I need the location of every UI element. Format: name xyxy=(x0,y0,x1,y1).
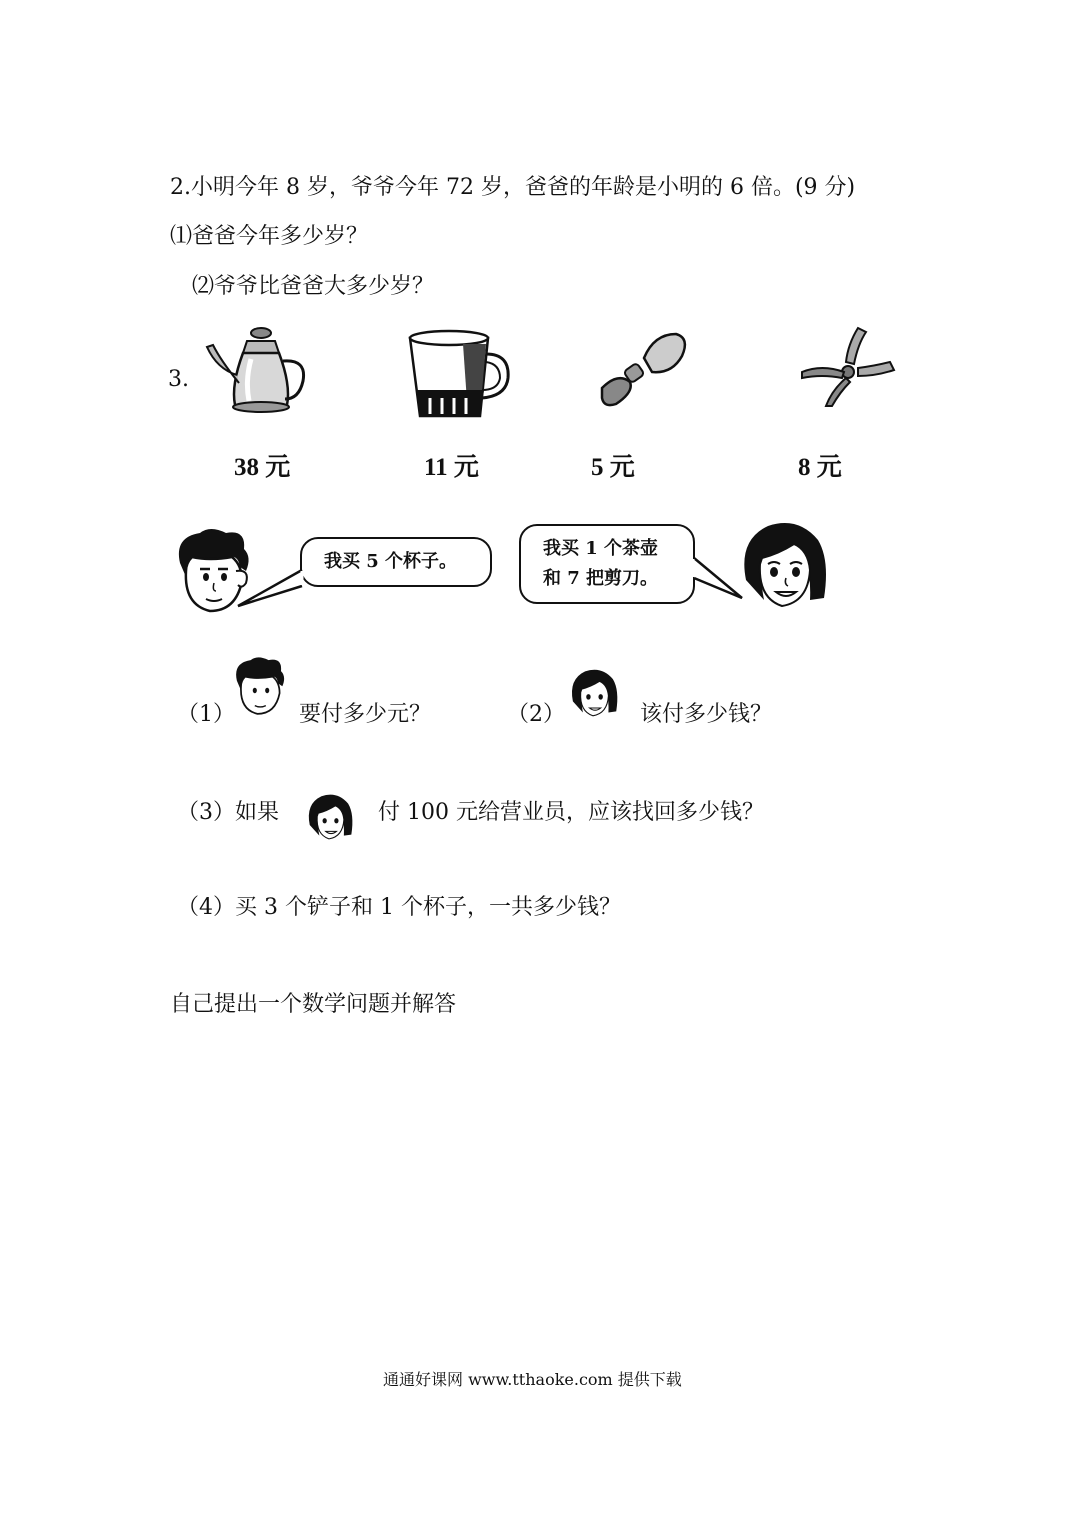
boy-speech-bubble xyxy=(300,537,492,587)
question-2-part-1: ⑴爸爸今年多少岁？ xyxy=(170,224,369,249)
sub-question-4-text: （4）买 3 个铲子和 1 个杯子，一共多少钱？ xyxy=(177,895,621,920)
shovel-icon xyxy=(598,332,688,412)
cup-price: 11 元 xyxy=(424,454,479,481)
question-2-part-2: ⑵爷爷比爸爸大多少岁？ xyxy=(192,274,435,299)
girl-small-icon-2 xyxy=(302,793,358,841)
cup-icon xyxy=(408,330,513,420)
question-2-stem: 2.小明今年 8 岁，爷爷今年 72 岁，爸爸的年龄是小明的 6 倍。(9 分) xyxy=(170,175,856,200)
sub-question-3-text: 付 100 元给营业员，应该找回多少钱？ xyxy=(378,800,764,825)
scissors-price: 8 元 xyxy=(798,454,842,481)
girl-speech-line-1: 我买 1 个茶壶 xyxy=(543,538,659,559)
shovel-price: 5 元 xyxy=(591,454,635,481)
girl-avatar xyxy=(738,520,830,610)
boy-bubble-tail xyxy=(236,570,306,610)
page-footer: 通通好课网 www.tthaoke.com 提供下载 xyxy=(383,1370,682,1389)
girl-small-icon xyxy=(566,668,622,718)
teapot-icon xyxy=(203,325,313,415)
sub-question-1-label: （1） xyxy=(177,702,235,727)
sub-question-3-label: （3）如果 xyxy=(177,800,279,825)
teapot-price: 38 元 xyxy=(234,454,291,481)
sub-question-1-text: 要付多少元？ xyxy=(299,702,432,727)
boy-small-icon xyxy=(225,656,297,718)
question-3-number: 3. xyxy=(168,367,189,392)
sub-question-2-text: 该付多少钱？ xyxy=(640,702,773,727)
scissors-icon xyxy=(798,326,898,406)
girl-speech-bubble xyxy=(519,524,695,604)
girl-speech-line-2: 和 7 把剪刀。 xyxy=(543,568,659,589)
sub-question-2-label: （2） xyxy=(507,702,565,727)
own-question-prompt: 自己提出一个数学问题并解答 xyxy=(170,992,457,1017)
boy-speech-text: 我买 5 个杯子。 xyxy=(324,551,458,572)
